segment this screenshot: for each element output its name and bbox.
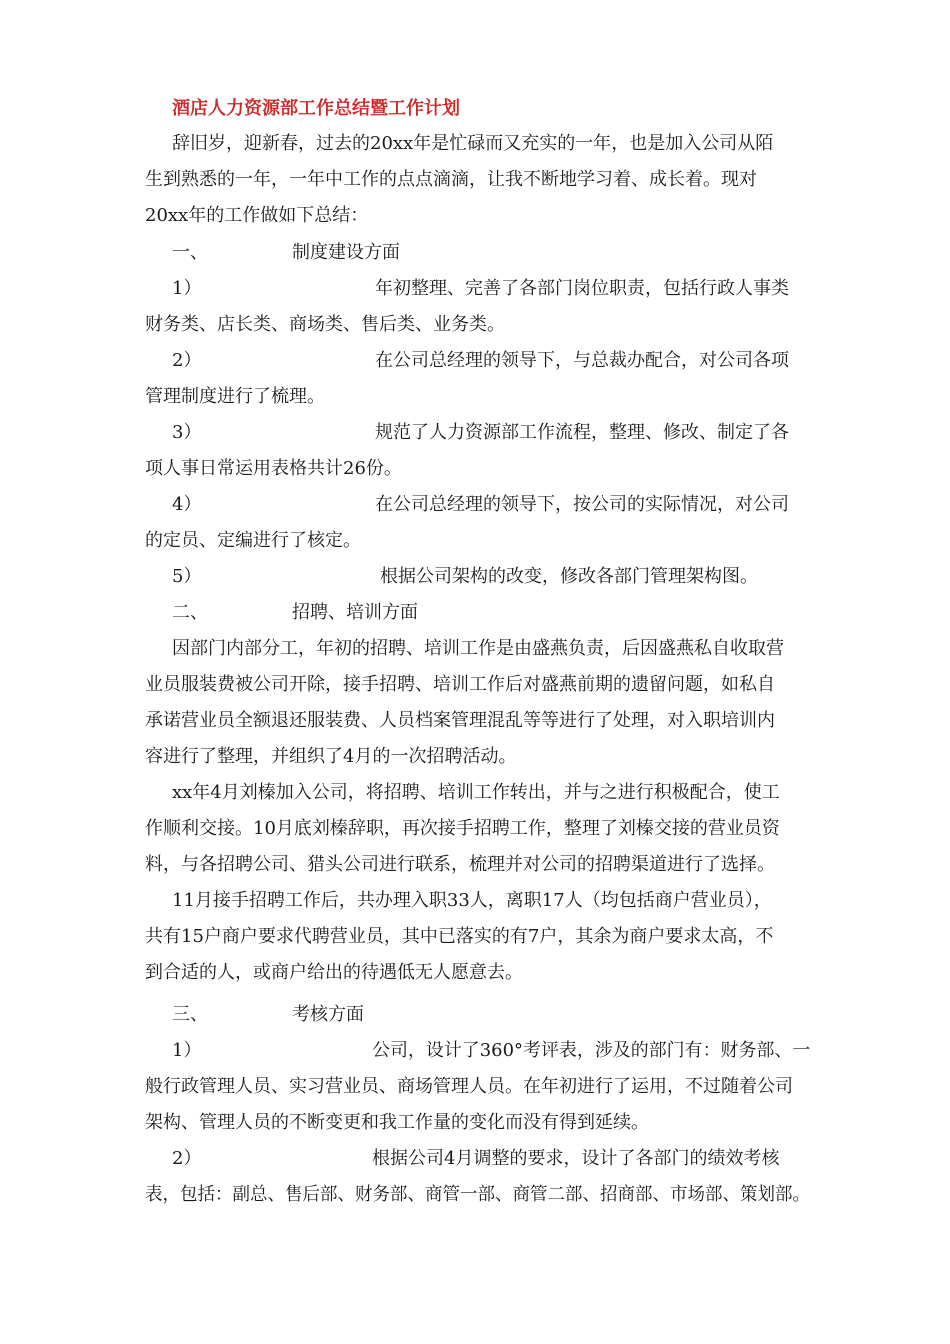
document-title: 酒店人力资源部工作总结暨工作计划 <box>172 98 460 119</box>
s1-item-2-cont: 管理制度进行了梳理。 <box>145 386 325 407</box>
s1-item-5-number: 5） <box>172 566 202 587</box>
s2-p1-line-4: 容进行了整理，并组织了4月的一次招聘活动。 <box>145 746 517 767</box>
s1-item-3-number: 3） <box>172 422 202 443</box>
s2-p3-line-1: 11月接手招聘工作后，共办理入职33人，离职17人（均包括商户营业员）， <box>172 890 772 911</box>
s2-p1-line-1: 因部门内部分工，年初的招聘、培训工作是由盛燕负责，后因盛燕私自收取营 <box>172 638 784 659</box>
s1-item-1-cont: 财务类、店长类、商场类、售后类、业务类。 <box>145 314 505 335</box>
s1-item-2-text: 在公司总经理的领导下，与总裁办配合，对公司各项 <box>375 350 789 371</box>
s2-p2-line-3: 料，与各招聘公司、猎头公司进行联系，梳理并对公司的招聘渠道进行了选择。 <box>145 854 775 875</box>
s1-item-4-cont: 的定员、定编进行了核定。 <box>145 530 361 551</box>
s3-item-1-number: 1） <box>172 1040 202 1061</box>
s1-item-4-text: 在公司总经理的领导下，按公司的实际情况，对公司 <box>375 494 789 515</box>
s3-item-2-number: 2） <box>172 1148 202 1169</box>
s1-item-1-text: 年初整理、完善了各部门岗位职责，包括行政人事类 <box>375 278 789 299</box>
s2-p1-line-3: 承诺营业员全额退还服装费、人员档案管理混乱等等进行了处理，对入职培训内 <box>145 710 775 731</box>
section-1-heading: 制度建设方面 <box>292 242 400 263</box>
s1-item-2-number: 2） <box>172 350 202 371</box>
section-3-heading: 考核方面 <box>292 1004 364 1025</box>
s3-item-1-cont-2: 架构、管理人员的不断变更和我工作量的变化而没有得到延续。 <box>145 1112 649 1133</box>
s2-p2-line-2: 作顺利交接。10月底刘榛辞职，再次接手招聘工作，整理了刘榛交接的营业员资 <box>145 818 780 839</box>
s3-item-2-text: 根据公司4月调整的要求，设计了各部门的绩效考核 <box>372 1148 780 1169</box>
s2-p2-line-1: xx年4月刘榛加入公司，将招聘、培训工作转出，并与之进行积极配合，使工 <box>172 782 780 803</box>
s1-item-1-number: 1） <box>172 278 202 299</box>
s3-item-1-text: 公司，设计了360°考评表，涉及的部门有：财务部、一 <box>372 1040 811 1061</box>
s1-item-3-cont: 项人事日常运用表格共计26份。 <box>145 458 402 479</box>
s1-item-5-text: 根据公司架构的改变，修改各部门管理架构图。 <box>380 566 758 587</box>
s1-item-4-number: 4） <box>172 494 202 515</box>
s2-p3-line-3: 到合适的人，或商户给出的待遇低无人愿意去。 <box>145 962 523 983</box>
s2-p1-line-2: 业员服装费被公司开除，接手招聘、培训工作后对盛燕前期的遗留问题，如私自 <box>145 674 775 695</box>
s3-item-2-cont: 表，包括：副总、售后部、财务部、商管一部、商管二部、招商部、市场部、策划部。 <box>145 1184 810 1205</box>
s3-item-1-cont-1: 般行政管理人员、实习营业员、商场管理人员。在年初进行了运用，不过随着公司 <box>145 1076 793 1097</box>
section-3-number: 三、 <box>172 1004 208 1025</box>
section-2-number: 二、 <box>172 602 208 623</box>
section-1-number: 一、 <box>172 242 208 263</box>
intro-line-1: 辞旧岁，迎新春，过去的20xx年是忙碌而又充实的一年，也是加入公司从陌 <box>172 133 774 154</box>
section-2-heading: 招聘、培训方面 <box>292 602 418 623</box>
s2-p3-line-2: 共有15户商户要求代聘营业员，其中已落实的有7户，其余为商户要求太高，不 <box>145 926 774 947</box>
intro-line-2: 生到熟悉的一年，一年中工作的点点滴滴，让我不断地学习着、成长着。现对 <box>145 169 757 190</box>
intro-line-3: 20xx年的工作做如下总结： <box>145 205 369 226</box>
s1-item-3-text: 规范了人力资源部工作流程，整理、修改、制定了各 <box>375 422 789 443</box>
